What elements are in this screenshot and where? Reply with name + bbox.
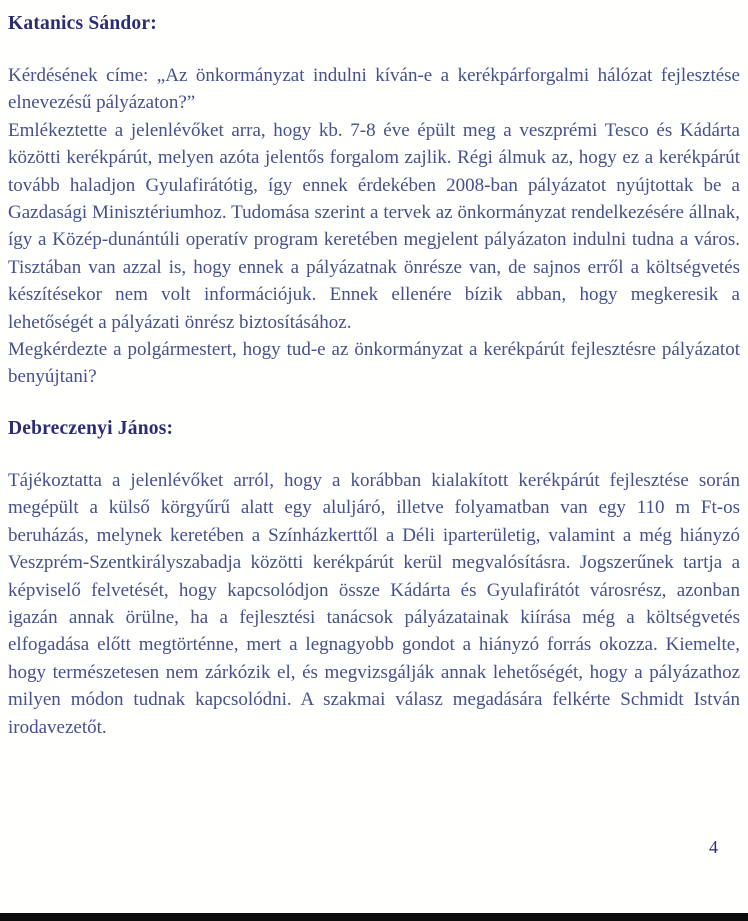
paragraph-debreczenyi-answer: Tájékoztatta a jelenlévőket arról, hogy a korábban kialakított kerékpárút fejlesztése során megépült a külső körgyűrű alatt egy aluljáró, illetve folyamatban van egy 110 m Ft-os beruházás, melynek keretében a Színházkerttől a Déli iparterületig, valamint a még hiányzó Veszprém-Szentkirályszabadja közötti kerékpárút kerül megvalósításra. Jogszerűnek tartja a képviselő felvetését, hogy kapcsolódjon össze Kádárta és Gyulafirátót városrész, azonban igazán annak örülne, ha a fejlesztési tanácsok pályázatainak kiírása még a költségvetés elfogadása előtt megtörténne, mert a legnagyobb gondot a hiányzó forrás okozza. Kiemelte, hogy természetesen nem zárkózik el, és megvizsgálják annak lehetőségét, hogy a pályázathoz milyen módon tudnak kapcsolódni. A szakmai válasz megadására felkérte Schmidt István irodavezetőt. — [8, 469, 740, 738]
speaker-heading-katanics: Katanics Sándor: — [8, 13, 157, 34]
page-number: 4 — [709, 837, 718, 857]
paragraph-katanics-question: Megkérdezte a polgármestert, hogy tud-e az önkormányzat a kerékpárút fejlesztésre pályázatot benyújtani? — [8, 339, 740, 388]
section-debreczenyi-janos — [8, 417, 740, 741]
speaker-heading-debreczenyi: Debreczenyi János: — [8, 417, 174, 439]
footer-bar — [0, 913, 748, 921]
paragraph-katanics-statement: Emlékeztette a jelenlévőket arra, hogy kb. 7-8 éve épült meg a veszprémi Tesco és Kádárta közötti kerékpárút, melyen azóta jelentős forgalom zajlik. Régi álmuk az, hogy ez a kerékpárút tovább haladjon Gyulafirátótig, így ennek érdekében 2008-ban pályázatot nyújtottak be a Gazdasági Minisztériumhoz. Tudomása szerint a tervek az önkormányzat rendelkezésére állnak, így a Közép-dunántúli operatív program keretében megjelent pályázaton indulni tudna a város. Tisztában van azzal is, hogy ennek a pályázatnak önrésze van, de sajnos erről a költségvetés készítésekor nem volt információjuk. Ennek ellenére bízik abban, hogy megkeresik a lehetőségét a pályázati önrész biztosításához. — [8, 119, 740, 333]
section-katanics-sandor — [8, 12, 740, 391]
paragraph-question-title: Kérdésének címe: „Az önkormányzat indulni kíván-e a kerékpárforgalmi hálózat fejlesztése elnevezésű pályázaton?” — [8, 65, 740, 114]
